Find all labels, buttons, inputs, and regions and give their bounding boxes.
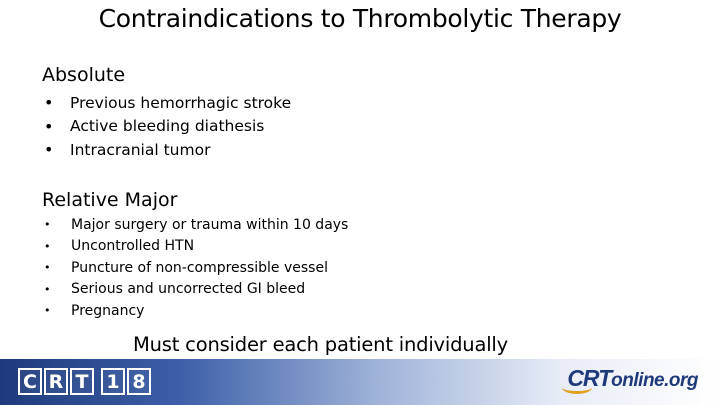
list-item xyxy=(44,214,348,236)
list-item xyxy=(44,300,348,322)
list-item xyxy=(44,115,291,139)
bullet-icon: • xyxy=(44,282,51,296)
logo-crt-text: CRT xyxy=(567,365,612,391)
list-item xyxy=(44,279,348,301)
consider-note: Must consider each patient individually xyxy=(133,333,508,356)
footer-banner xyxy=(0,359,720,405)
relative-major-heading: Relative Major xyxy=(42,189,178,211)
crtonline-logo xyxy=(567,365,698,392)
absolute-heading: Absolute xyxy=(42,64,126,86)
list-item xyxy=(44,257,348,279)
list-item-text: Uncontrolled HTN xyxy=(71,238,195,255)
bullet-icon: • xyxy=(44,116,54,136)
list-item xyxy=(44,138,291,162)
list-item-text: Major surgery or trauma within 10 days xyxy=(71,216,349,233)
list-item-text: Previous hemorrhagic stroke xyxy=(70,93,292,112)
bullet-icon: • xyxy=(44,239,51,253)
logo-letter: 8 xyxy=(127,368,151,395)
list-item-text: Serious and uncorrected GI bleed xyxy=(71,281,306,298)
bullet-icon: • xyxy=(44,140,54,160)
absolute-list xyxy=(44,91,291,162)
crt18-logo xyxy=(18,368,153,395)
logo-letter: T xyxy=(70,368,94,395)
logo-letter: 1 xyxy=(101,368,125,395)
list-item-text: Active bleeding diathesis xyxy=(70,117,265,136)
logo-online-text: online.org xyxy=(611,370,698,391)
bullet-icon: • xyxy=(44,261,51,275)
list-item xyxy=(44,91,291,115)
list-item-text: Puncture of non-compressible vessel xyxy=(71,259,328,276)
list-item-text: Pregnancy xyxy=(71,302,145,319)
list-item xyxy=(44,236,348,258)
slide-title: Contraindications to Thrombolytic Therapy xyxy=(98,4,622,33)
list-item-text: Intracranial tumor xyxy=(70,140,211,159)
logo-letter: R xyxy=(44,368,68,395)
bullet-icon: • xyxy=(44,93,54,113)
bullet-icon: • xyxy=(44,304,51,318)
logo-letter: C xyxy=(18,368,42,395)
bullet-icon: • xyxy=(44,218,51,232)
relative-major-list xyxy=(44,214,348,322)
